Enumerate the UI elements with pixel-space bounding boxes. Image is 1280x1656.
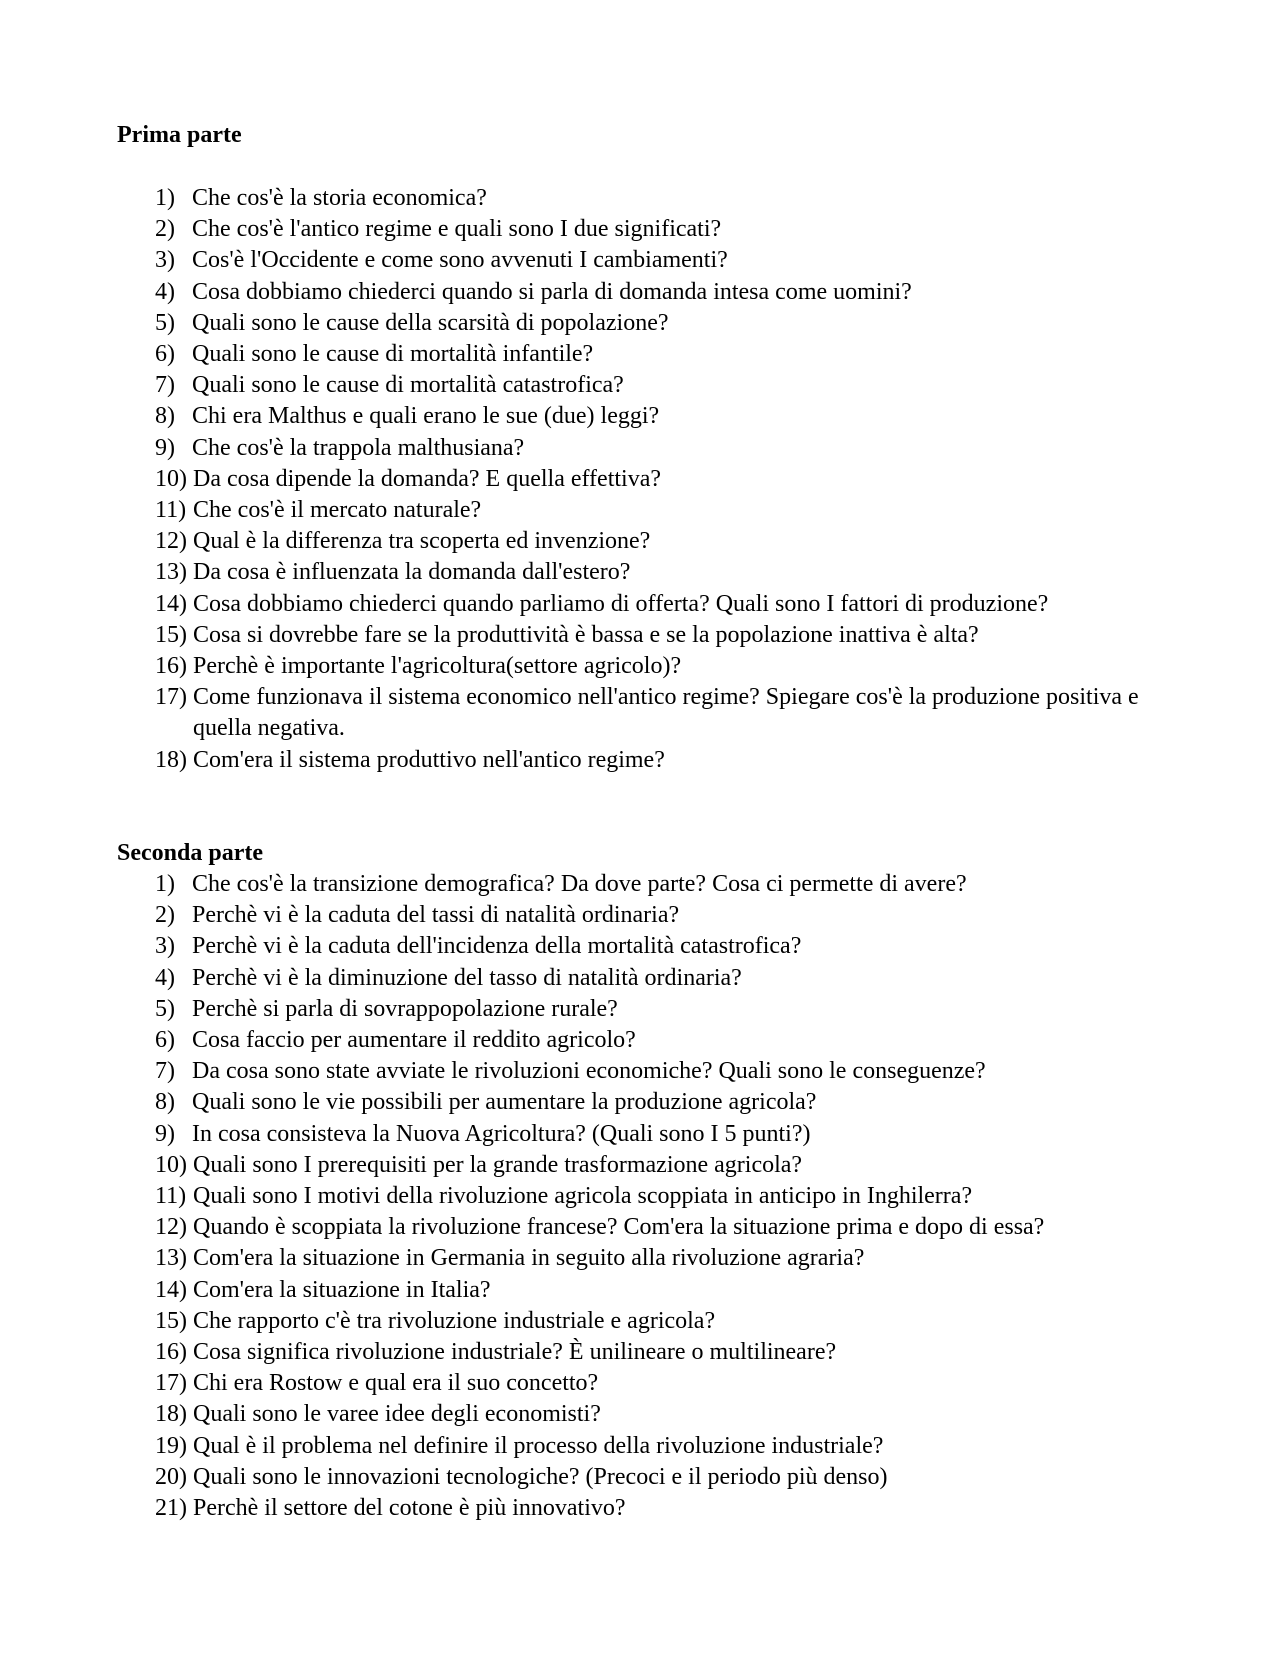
question-item [0, 339, 1180, 370]
question-number: 10) [155, 1151, 187, 1178]
question-number: 14) [155, 590, 187, 617]
question-text: Cos'è l'Occidente e come sono avvenuti I cambiamenti? [192, 247, 728, 274]
question-item [0, 1243, 1180, 1274]
question-item [0, 1337, 1180, 1368]
question-text: Qual è la differenza tra scoperta ed invenzione? [193, 528, 651, 555]
question-text: Quando è scoppiata la rivoluzione francese? Com'era la situazione prima e dopo di essa? [193, 1214, 1045, 1241]
question-item [0, 526, 1180, 557]
question-number: 1) [155, 871, 175, 897]
question-text: Quali sono le vie possibili per aumentare la produzione agricola? [192, 1089, 817, 1116]
question-text: Quali sono le cause di mortalità catastrofica? [192, 372, 624, 399]
question-text: Che cos'è la trappola malthusiana? [192, 434, 525, 461]
question-item [0, 994, 1180, 1025]
question-list-prima-parte [0, 183, 1180, 776]
question-item [0, 433, 1180, 464]
question-text: Quali sono le innovazioni tecnologiche? (Precoci e il periodo più denso) [193, 1463, 888, 1490]
question-item [0, 1462, 1180, 1493]
question-item [0, 1119, 1180, 1150]
question-text: Com'era la situazione in Germania in seguito alla rivoluzione agraria? [193, 1245, 865, 1272]
question-item [0, 245, 1180, 276]
question-text: Da cosa sono state avviate le rivoluzioni economiche? Quali sono le conseguenze? [192, 1058, 986, 1085]
question-text: Cosa faccio per aumentare il reddito agricolo? [192, 1027, 636, 1054]
question-text: Quali sono le varee idee degli economisti? [193, 1401, 601, 1428]
question-item [0, 589, 1180, 620]
question-item [0, 620, 1180, 651]
question-item [0, 277, 1180, 308]
section-title-seconda-parte: Seconda parte [117, 840, 263, 866]
question-item [0, 1056, 1180, 1087]
question-item [0, 214, 1180, 245]
section-title-prima-parte: Prima parte [117, 122, 242, 148]
question-text: Da cosa dipende la domanda? E quella effettiva? [193, 465, 662, 492]
question-number: 2) [155, 902, 175, 929]
question-item [0, 1181, 1180, 1212]
question-number: 3) [155, 247, 175, 274]
question-item [0, 1025, 1180, 1056]
question-number: 19) [155, 1432, 187, 1459]
question-item [0, 931, 1180, 962]
question-text: Cosa si dovrebbe fare se la produttività è bassa e se la popolazione inattiva è alta? [193, 621, 979, 648]
question-number: 6) [155, 1027, 175, 1054]
question-text: Che cos'è la storia economica? [192, 185, 487, 211]
question-text: Che cos'è la transizione demografica? Da dove parte? Cosa ci permette di avere? [192, 871, 967, 897]
question-number: 21) [155, 1495, 187, 1522]
question-number: 15) [155, 621, 187, 648]
question-text: Perchè si parla di sovrappopolazione rurale? [192, 995, 618, 1022]
question-item [0, 1306, 1180, 1337]
question-number: 10) [155, 465, 187, 492]
question-text: Quali sono le cause della scarsità di popolazione? [192, 309, 669, 336]
question-item [0, 308, 1180, 339]
question-item [0, 869, 1180, 900]
question-item [0, 1368, 1180, 1399]
question-number: 4) [155, 278, 175, 305]
question-number: 2) [155, 216, 175, 243]
question-number: 18) [155, 1401, 187, 1428]
question-text: Quali sono I prerequisiti per la grande trasformazione agricola? [193, 1151, 803, 1178]
question-number: 9) [155, 1120, 175, 1147]
question-item [0, 370, 1180, 401]
question-text: Da cosa è influenzata la domanda dall'estero? [193, 559, 631, 586]
question-number: 17) [155, 1370, 187, 1397]
question-item [0, 1212, 1180, 1243]
question-text: Che rapporto c'è tra rivoluzione industriale e agricola? [193, 1307, 716, 1334]
question-number: 1) [155, 185, 175, 211]
question-number: 8) [155, 403, 175, 430]
question-text: Chi era Rostow e qual era il suo concetto? [193, 1370, 599, 1397]
question-list-seconda-parte [0, 869, 1180, 1524]
question-number: 8) [155, 1089, 175, 1116]
question-item [0, 1431, 1180, 1462]
question-text: Perchè vi è la caduta dell'incidenza della mortalità catastrofica? [192, 933, 802, 960]
question-text: Come funzionava il sistema economico nell'antico regime? Spiegare cos'è la produzione positiva e quella negativa. [193, 684, 1139, 742]
question-item [0, 464, 1180, 495]
question-item [0, 682, 1180, 744]
question-number: 9) [155, 434, 175, 461]
question-text: Perchè vi è la caduta del tassi di natalità ordinaria? [192, 902, 680, 929]
question-number: 16) [155, 653, 187, 680]
question-text: Com'era la situazione in Italia? [193, 1276, 491, 1303]
question-text: Che cos'è l'antico regime e quali sono I due significati? [192, 216, 722, 243]
question-number: 13) [155, 1245, 187, 1272]
question-item [0, 1493, 1180, 1524]
question-number: 7) [155, 372, 175, 399]
question-text: Chi era Malthus e quali erano le sue (due) leggi? [192, 403, 660, 430]
question-text: Perchè il settore del cotone è più innovativo? [193, 1495, 626, 1522]
question-text: Perchè vi è la diminuzione del tasso di natalità ordinaria? [192, 964, 742, 991]
question-item [0, 557, 1180, 588]
question-item [0, 1150, 1180, 1181]
question-number: 11) [155, 1183, 187, 1210]
question-item [0, 183, 1180, 214]
question-number: 5) [155, 309, 175, 336]
question-number: 12) [155, 1214, 187, 1241]
question-number: 14) [155, 1276, 187, 1303]
question-number: 13) [155, 559, 187, 586]
question-number: 20) [155, 1463, 187, 1490]
question-text: Com'era il sistema produttivo nell'antico regime? [193, 746, 665, 773]
question-item [0, 900, 1180, 931]
question-number: 18) [155, 746, 187, 773]
question-number: 16) [155, 1339, 187, 1366]
question-number: 5) [155, 995, 175, 1022]
question-text: Cosa dobbiamo chiederci quando parliamo di offerta? Quali sono I fattori di produzione? [193, 590, 1049, 617]
question-item [0, 745, 1180, 776]
question-item [0, 401, 1180, 432]
question-text: Quali sono I motivi della rivoluzione agricola scoppiata in anticipo in Inghilerra? [193, 1183, 973, 1210]
question-number: 3) [155, 933, 175, 960]
question-number: 15) [155, 1307, 187, 1334]
question-item [0, 963, 1180, 994]
question-text: Quali sono le cause di mortalità infantile? [192, 341, 594, 368]
question-item [0, 1275, 1180, 1306]
question-number: 11) [155, 497, 187, 524]
question-number: 12) [155, 528, 187, 555]
question-number: 17) [155, 684, 187, 711]
question-number: 4) [155, 964, 175, 991]
question-item [0, 1399, 1180, 1430]
question-number: 7) [155, 1058, 175, 1085]
question-text: Cosa significa rivoluzione industriale? È unilineare o multilineare? [193, 1339, 837, 1366]
question-text: Qual è il problema nel definire il processo della rivoluzione industriale? [193, 1432, 884, 1459]
question-item [0, 1087, 1180, 1118]
question-text: Cosa dobbiamo chiederci quando si parla di domanda intesa come uomini? [192, 278, 912, 305]
question-item [0, 495, 1180, 526]
question-text: Perchè è importante l'agricoltura(settore agricolo)? [193, 653, 682, 680]
question-text: Che cos'è il mercato naturale? [193, 497, 482, 524]
question-text: In cosa consisteva la Nuova Agricoltura? (Quali sono I 5 punti?) [192, 1120, 811, 1147]
question-number: 6) [155, 341, 175, 368]
question-item [0, 651, 1180, 682]
